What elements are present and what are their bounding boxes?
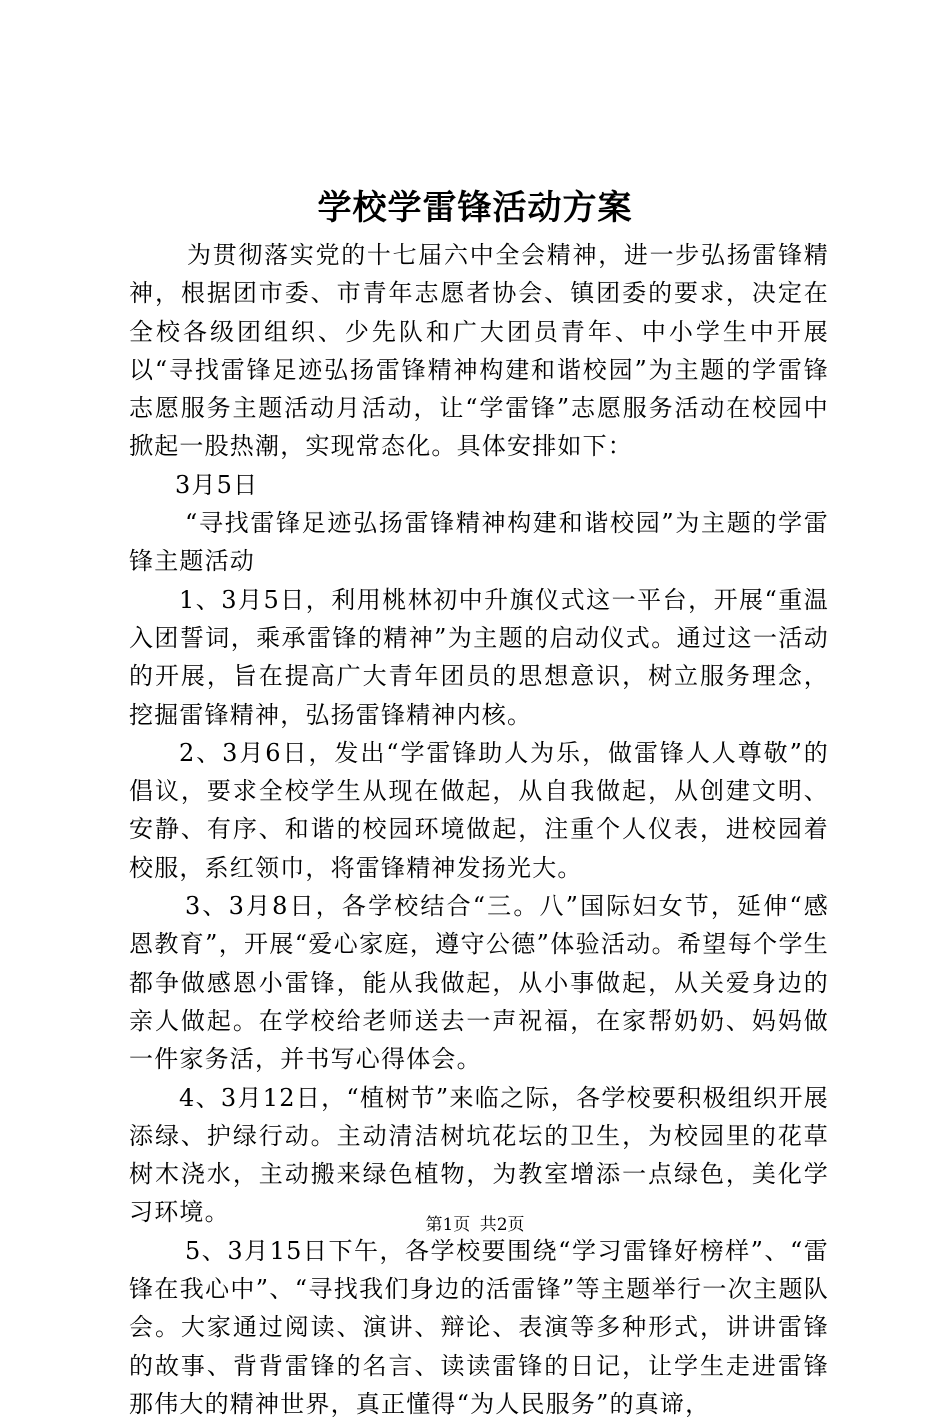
- activity-item-3: 3、3月8日，各学校结合“三。八”国际妇女节，延伸“感恩教育”，开展“爱心家庭，遵守公德”体验活动。希望每个学生都争做感恩小雷锋，能从我做起，从小事做起，从关爱身边的亲人做起。在学校给老师送去一声祝福，在家帮奶奶、妈妈做一件家务活，并书写心得体会。: [129, 892, 829, 1074]
- activity-item-5: 5、3月15日下午，各学校要围绕“学习雷锋好榜样”、“雷锋在我心中”、“寻找我们身边的活雷锋”等主题举行一次主题队会。大家通过阅读、演讲、辩论、表演等多种形式，讲讲雷锋的故事、背背雷锋的名言、读读雷锋的日记，让学生走进雷锋那伟大的精神世界，真正懂得“为人民服务”的真谛，: [129, 1236, 829, 1418]
- activity-item-2: 2、3月6日，发出“学雷锋助人为乐，做雷锋人人尊敬”的倡议，要求全校学生从现在做起，从自我做起，从创建文明、安静、有序、和谐的校园环境做起，注重个人仪表，进校园着校服，系红领巾，将雷锋精神发扬光大。: [129, 738, 829, 882]
- intro-paragraph: 为贯彻落实党的十七届六中全会精神，进一步弘扬雷锋精神，根据团市委、市青年志愿者协会、镇团委的要求，决定在全校各级团组织、少先队和广大团员青年、中小学生中开展以“寻找雷锋足迹弘扬雷锋精神构建和谐校园”为主题的学雷锋志愿服务主题活动月活动，让“学雷锋”志愿服务活动在校园中掀起一股热潮，实现常态化。具体安排如下：: [129, 241, 829, 461]
- activity-item-1: 1、3月5日，利用桃林初中升旗仪式这一平台，开展“重温入团誓词，乘承雷锋的精神”为主题的启动仪式。通过这一活动的开展，旨在提高广大青年团员的思想意识，树立服务理念，挖掘雷锋精神，弘扬雷锋精神内核。: [129, 585, 829, 729]
- document-title: 学校学雷锋活动方案: [317, 188, 633, 228]
- theme-heading: “寻找雷锋足迹弘扬雷锋精神构建和谐校园”为主题的学雷锋主题活动: [129, 509, 829, 576]
- date-line: 3月5日: [175, 470, 259, 499]
- page-footer: 第1页 共2页: [425, 1215, 525, 1235]
- activity-item-4: 4、3月12日，“植树节”来临之际，各学校要积极组织开展添绿、护绿行动。主动清洁树坑花坛的卫生，为校园里的花草树木浇水，主动搬来绿色植物，为教室增添一点绿色，美化学习环境。: [129, 1083, 829, 1227]
- document-body: [129, 236, 829, 1423]
